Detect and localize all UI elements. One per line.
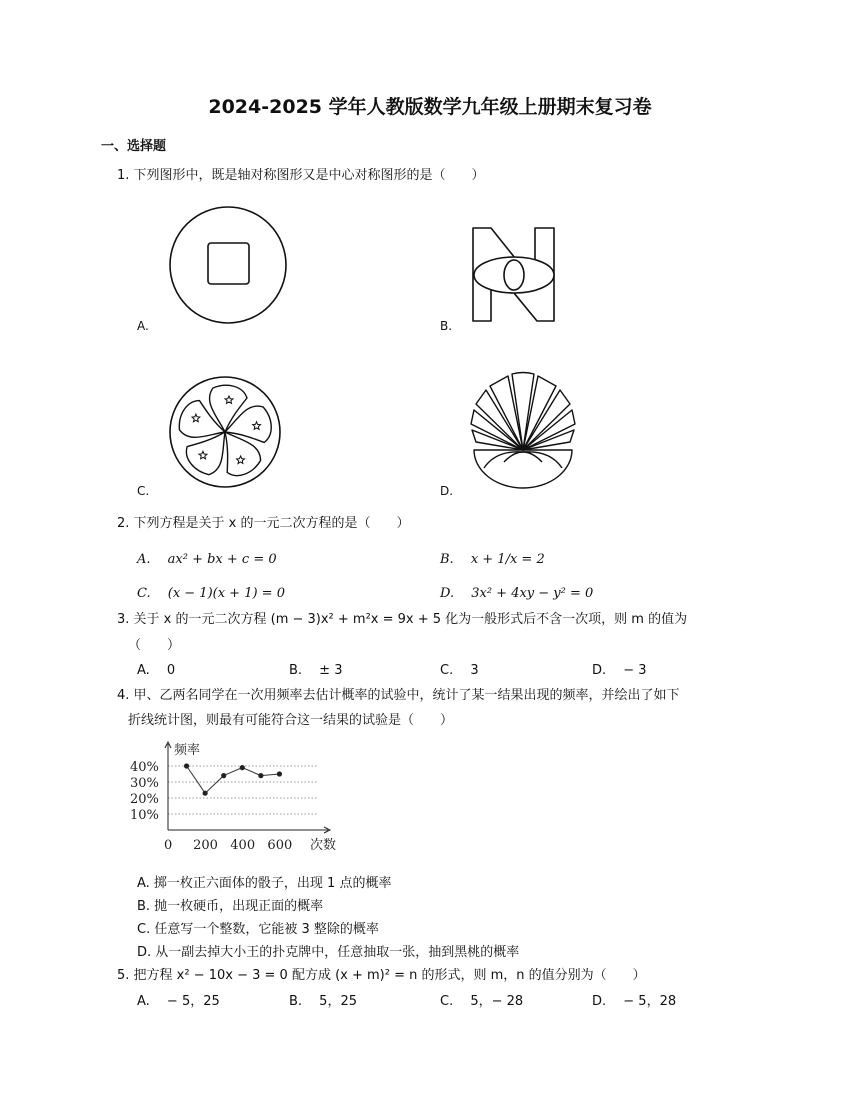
data-point [240, 765, 245, 770]
data-point [258, 773, 263, 778]
data-point [221, 773, 226, 778]
q1-option-c-label: C. [137, 484, 150, 498]
q1-figure-a [168, 205, 288, 325]
q5-option-c: C. 5，− 28 [440, 994, 524, 1009]
q1-option-d-label: D. [440, 484, 454, 498]
y-axis-label: 频率 [174, 743, 201, 758]
q3-option-a: A. 0 [137, 663, 176, 678]
x-tick-label: 600 [267, 838, 293, 853]
q4-option-b: B. 抛一枚硬币，出现正面的概率 [137, 899, 324, 914]
x-tick-label: 400 [230, 838, 256, 853]
q3-stem-line2: （ ） [128, 638, 181, 653]
page-title: 2024-2025 学年人教版数学九年级上册期末复习卷 [208, 96, 652, 118]
q1-option-b-label: B. [440, 319, 453, 333]
x-tick-label: 0 [164, 838, 173, 853]
q3-option-b: B. ± 3 [289, 663, 343, 678]
data-point [277, 771, 282, 776]
q1-figure-d [470, 372, 576, 488]
x-tick-label: 200 [193, 838, 218, 853]
q5-option-a: A. − 5，25 [137, 994, 220, 1009]
q3-option-d: D. − 3 [592, 663, 647, 678]
section-heading: 一、选择题 [101, 139, 167, 154]
q4-option-a: A. 掷一枚正六面体的骰子，出现 1 点的概率 [137, 876, 392, 891]
q4-stem-line1: 4. 甲、乙两名同学在一次用频率去估计概率的试验中，统计了某一结果出现的频率，并绘出了如下 [117, 688, 680, 703]
q2-option-b: B. x + 1/x = 2 [440, 552, 545, 567]
q2-option-c: C. (x − 1)(x + 1) = 0 [137, 586, 285, 601]
q5-option-d: D. − 5，28 [592, 994, 677, 1009]
q1-figure-c [168, 375, 282, 489]
y-tick-label: 20% [130, 792, 159, 807]
series-line [187, 766, 280, 793]
q4-stem-line2: 折线统计图，则最有可能符合这一结果的试验是（ ） [128, 713, 454, 728]
q4-option-d: D. 从一副去掉大小王的扑克牌中，任意抽取一张，抽到黑桃的概率 [137, 945, 520, 960]
q4-option-c: C. 任意写一个整数，它能被 3 整除的概率 [137, 922, 379, 937]
q2-option-a: A. ax² + bx + c = 0 [137, 552, 277, 567]
q3-stem-line1: 3. 关于 x 的一元二次方程 (m − 3)x² + m²x = 9x + 5 化为一般形式后不含一次项，则 m 的值为 [117, 612, 688, 627]
q2-option-d: D. 3x² + 4xy − y² = 0 [440, 586, 594, 601]
q1-option-a-label: A. [137, 319, 149, 333]
y-tick-label: 10% [130, 808, 159, 823]
data-point [203, 791, 208, 796]
x-axis-label: 次数 [310, 838, 337, 853]
frequency-line-chart [128, 738, 337, 858]
y-tick-label: 30% [130, 776, 159, 791]
y-tick-label: 40% [130, 760, 159, 775]
q3-option-c: C. 3 [440, 663, 479, 678]
data-point [184, 763, 189, 768]
q1-figure-b [472, 227, 557, 323]
q5-option-b: B. 5，25 [289, 994, 357, 1009]
q1-stem: 1. 下列图形中，既是轴对称图形又是中心对称图形的是（ ） [117, 168, 485, 183]
q5-stem: 5. 把方程 x² − 10x − 3 = 0 配方成 (x + m)² = n 的形式，则 m，n 的值分别为（ ） [117, 968, 646, 983]
q2-stem: 2. 下列方程是关于 x 的一元二次方程的是（ ） [117, 516, 410, 531]
